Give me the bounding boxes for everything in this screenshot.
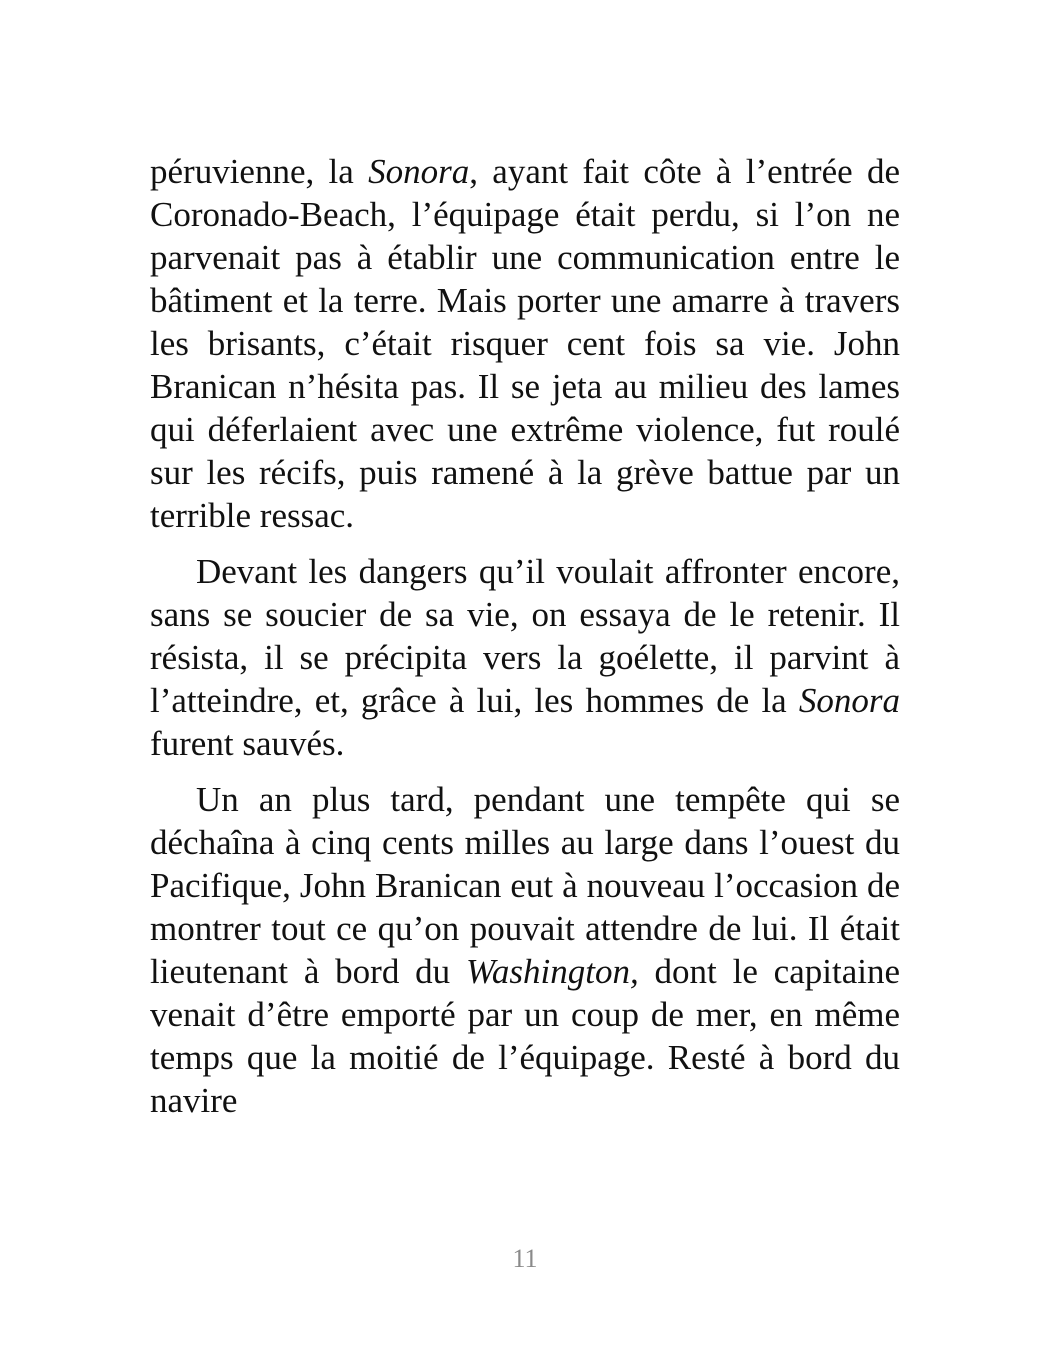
ship-name-sonora: Sonora xyxy=(798,681,900,720)
paragraph-2-text-cont: furent sauvés. xyxy=(150,724,345,763)
ship-name-washington: Washington, xyxy=(465,952,639,991)
paragraph-1-text: péruvienne, la xyxy=(150,152,369,191)
page-body-text xyxy=(150,150,900,1135)
paragraph-3-text: Un an plus tard, pendant une tempête qui se déchaîna à cinq cents milles au large dans l’ouest du Pacifique, John Branican eut à nouveau l’occasion de montrer tout ce qu’on pouvait attendre de lui. Il était lieutenant à bord du xyxy=(150,780,900,991)
paragraph-2 xyxy=(150,550,900,765)
ship-name-sonora: Sonora xyxy=(368,152,470,191)
page-number: 11 xyxy=(512,1244,538,1273)
paragraph-3-text-cont: dont le capitaine venait d’être emporté par un coup de mer, en même temps que la moitié de l’équipage. Resté à bord du navire xyxy=(150,952,900,1120)
paragraph-1-text-cont: , ayant fait côte à l’entrée de Coronado-Beach, l’équipage était perdu, si l’on ne parvenait pas à établir une communication entre le bâtiment et la terre. Mais porter une amarre à travers les brisants, c’était risquer cent fois sa vie. John Branican n’hésita pas. Il se jeta au milieu des lames qui déferlaient avec une extrême violence, fut roulé sur les récifs, puis ramené à la grève battue par un terrible ressac. xyxy=(150,152,900,535)
paragraph-2-text: Devant les dangers qu’il voulait affronter encore, sans se soucier de sa vie, on essaya de le retenir. Il résista, il se précipita vers la goélette, il parvint à l’atteindre, et, grâce à lui, les hommes de la xyxy=(150,552,900,720)
paragraph-3 xyxy=(150,778,900,1122)
paragraph-1 xyxy=(150,150,900,537)
